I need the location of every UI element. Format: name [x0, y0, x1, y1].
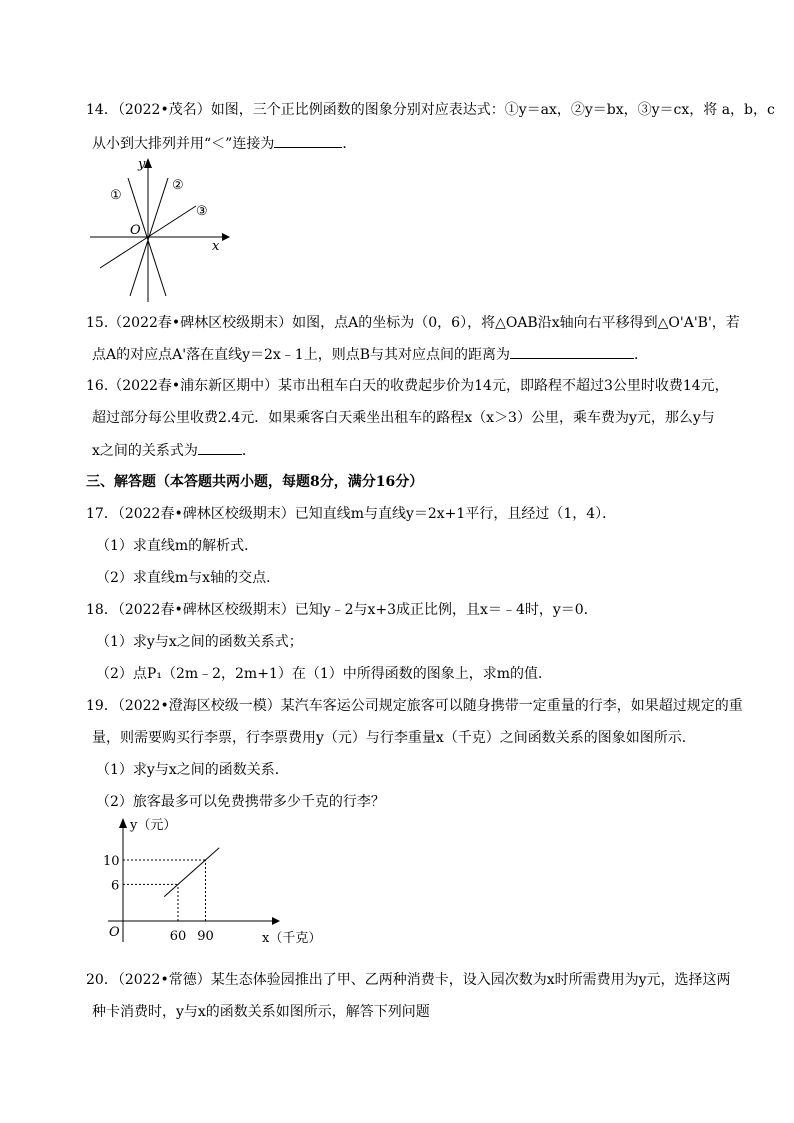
q14-x-arrow [222, 233, 230, 241]
q19-part2: （2）旅客最多可以免费携带多少千克的行李？ [96, 794, 385, 810]
q14-origin-label: O [130, 223, 141, 238]
q19-stem-line1: 19．（2022•澄海区校级一模）某汽车客运公司规定旅客可以随身携带一定重量的行李，如果超过规定的重 [86, 698, 743, 714]
q15-answer-blank [510, 344, 634, 359]
q14-stem-line2: 从小到大排列并用“＜”连接为 ． [92, 133, 356, 154]
q14-line1-label: ① [110, 188, 122, 203]
q19-x-arrow [272, 917, 280, 925]
q19-series-line [164, 848, 219, 897]
q14-line3-label: ③ [196, 204, 208, 219]
q14-answer-blank [274, 133, 342, 148]
q18-stem: 18．（2022春•碑林区校级期末）已知y﹣2与x+3成正比例，且x＝﹣4时，y＝0． [86, 602, 598, 618]
q19-y-arrow [119, 818, 127, 828]
q19-stem-line2: 量，则需要购买行李票，行李票费用y（元）与行李重量x（千克）之间函数关系的图象如图所示． [92, 730, 696, 746]
q19-ytick-6: 6 [111, 878, 120, 894]
q14-stem-line1: 14．（2022•茂名）如图，三个正比例函数的图象分别对应表达式：①y＝ax，②y＝bx，③y＝cx，将 a，b，c [86, 102, 775, 118]
q19-figure [100, 812, 330, 952]
q14-figure [84, 156, 234, 306]
q14-x-label: x [212, 239, 220, 254]
q19-x-label: x（千克） [262, 931, 322, 946]
q19-xtick-60: 60 [169, 929, 187, 944]
q17-part1: （1）求直线m的解析式． [96, 538, 259, 554]
section-heading: 三、解答题（本答题共两小题，每题8分，满分16分） [86, 474, 424, 490]
q14-line2-label: ② [172, 178, 184, 193]
q18-part1: （1）求y与x之间的函数关系式； [96, 634, 303, 650]
q15-stem-line2: 点A的对应点A'落在直线y＝2x﹣1上，则点B与其对应点间的距离为 ． [92, 344, 648, 365]
q17-part2: （2）求直线m与x轴的交点． [96, 570, 281, 586]
q16-stem-line2: 超过部分每公里收费2.4元．如果乘客白天乘坐出租车的路程x（x＞3）公里，乘车费为y元，那么y与 [92, 410, 715, 426]
q16-stem-line1: 16.（2022春•浦东新区期中）某市出租车白天的收费起步价为14元，即路程不超过3公里时收费14元， [86, 378, 729, 394]
q16-answer-blank [198, 440, 242, 455]
q19-origin-label: O [109, 925, 120, 940]
q17-stem: 17．（2022春•碑林区校级期末）已知直线m与直线y＝2x+1平行，且经过（1，4）． [86, 506, 617, 522]
q19-part1: （1）求y与x之间的函数关系． [96, 762, 289, 778]
q20-stem-line2: 种卡消费时，y与x的函数关系如图所示，解答下列问题 [92, 1004, 430, 1020]
q20-stem-line1: 20．（2022•常德）某生态体验园推出了甲、乙两种消费卡，设入园次数为x时所需费用为y元，选择这两 [86, 972, 731, 988]
q18-part2: （2）点P₁（2m﹣2，2m+1）在（1）中所得函数的图象上，求m的值． [96, 666, 553, 682]
q19-y-label: y（元） [130, 818, 177, 833]
q19-ytick-10: 10 [103, 854, 120, 869]
q14-y-label: y [138, 157, 146, 172]
q16-stem-line3: x之间的关系式为 ． [92, 440, 256, 461]
q15-stem-line1: 15.（2022春•碑林区校级期末）如图，点A的坐标为（0，6），将△OAB沿x轴向右平移得到△O'A'B'，若 [86, 315, 740, 331]
q19-xtick-90: 90 [197, 929, 214, 944]
